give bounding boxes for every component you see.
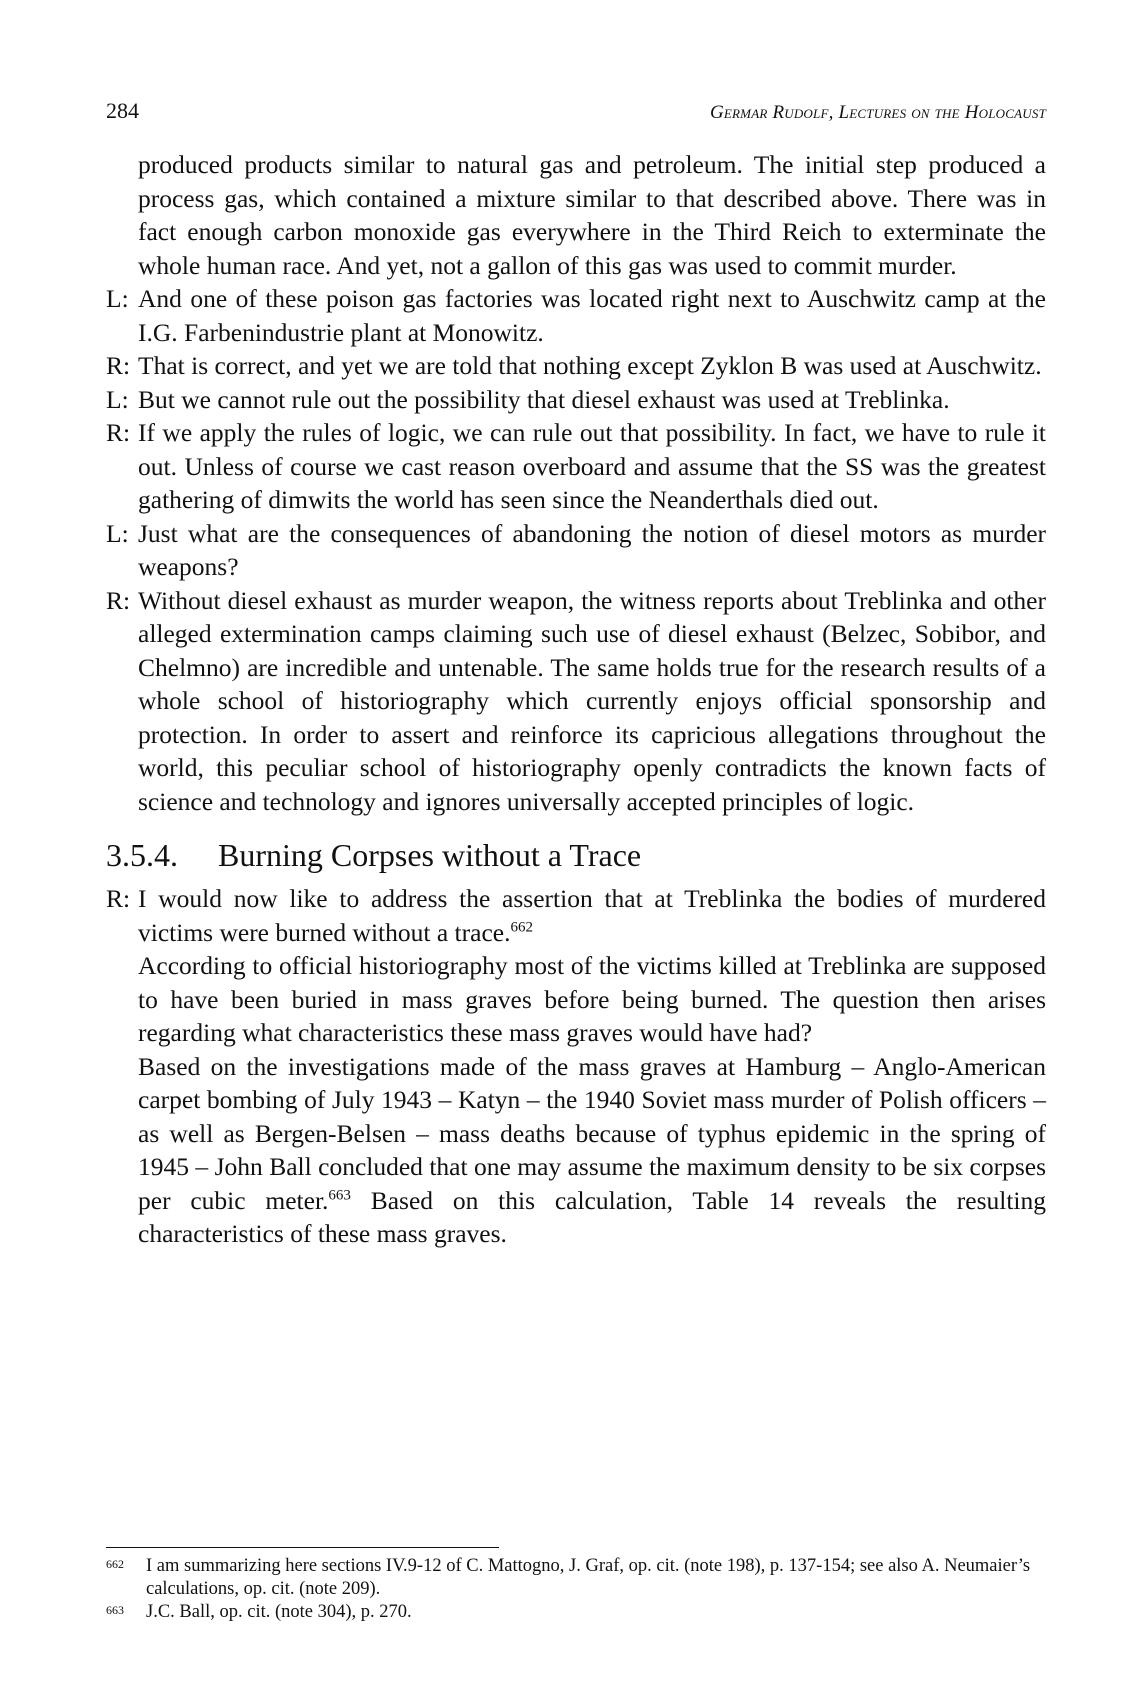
footnote [106,1555,1046,1601]
dialogue-entry [106,282,1046,349]
footnote-text: J.C. Ball, op. cit. (note 304), p. 270. [146,1602,412,1622]
dialogue-entry [106,882,1046,949]
dialogue-text: But we cannot rule out the possibility that diesel exhaust was used at Treblinka. [138,384,950,414]
body-paragraph [106,1050,1046,1251]
dialogue-text: And one of these poison gas factories was located right next to Auschwitz camp at the I.G. Farbenindustrie plant at Monowitz. [138,284,1046,347]
dialogue-entry [106,584,1046,819]
dialogue-entry [106,349,1046,383]
paragraph-text-run: Based on the investigations made of the mass graves at Hamburg – Anglo-American carpet bombing of July 1943 – Katyn – the 1940 Soviet mass murder of Polish officers – as well as Bergen-Belsen – mass deaths because of typhus epidemic in the spring of 1945 – John Ball concluded that one may assume the maximum density to be six corpses per cubic meter. [138,1051,1046,1215]
footnote-text: I am summarizing here sections IV.9-12 of C. Mattogno, J. Graf, op. cit. (note 198), p. 137-154; see also A. Neumaier’s calculations, op. cit. (note 209). [146,1556,1031,1599]
speaker-label: R: [106,418,131,447]
footnote [106,1601,1046,1624]
continuation-paragraph: produced products similar to natural gas and petroleum. The initial step produced a process gas, which contained a mixture similar to that described above. There was in fact enough carbon monoxide gas everywhere in the Third Reich to exterminate the whole human race. And yet, not a gallon of this gas was used to commit murder. [138,150,1046,280]
speaker-label: R: [106,351,131,380]
dialogue-entry [106,416,1046,517]
running-head: Germar Rudolf, Lectures on the Holocaust [709,102,1046,123]
section-heading [106,834,1046,876]
speaker-label: L: [106,284,129,313]
dialogue-entry [106,383,1046,417]
section-number: 3.5.4. [106,837,178,873]
footnote-reference[interactable]: 663 [328,1187,351,1203]
footnote-reference[interactable]: 662 [510,919,533,935]
dialogue-text: Just what are the consequences of abandoning the notion of diesel motors as murder weapons? [138,518,1046,581]
paragraph-text-run: Based on this calculation, Table 14 reveals the resulting characteristics of these mass graves. [138,1185,1046,1248]
body-paragraph: According to official historiography most of the victims killed at Treblinka are supposed to have been buried in mass graves before being burned. The question then arises regarding what characteristics these mass graves would have had? [138,951,1046,1047]
section-title: Burning Corpses without a Trace [218,837,642,873]
page-number: 284 [106,98,139,123]
dialogue-text: That is correct, and yet we are told that nothing except Zyklon B was used at Auschwitz. [138,351,1042,380]
dialogue-text-run: I would now like to address the assertion that at Treblinka the bodies of murdered victims were burned without a trace. [138,884,1046,947]
footnote-number: 663 [106,1603,124,1617]
speaker-label: R: [106,585,131,615]
footnote-number: 662 [106,1557,124,1571]
page-header [106,96,1046,130]
footnote-divider [106,1547,499,1548]
footnotes [106,1555,1046,1624]
dialogue-text [138,882,1046,949]
speaker-label: R: [106,884,131,913]
body-text [106,148,1046,1251]
dialogue-text: If we apply the rules of logic, we can rule out that possibility. In fact, we have to rule it out. Unless of course we cast reason overboard and assume that the SS was the greatest gathering of dimwits the world has seen since the Neanderthals died out. [138,418,1046,514]
speaker-label: L: [106,518,129,548]
dialogue-text: Without diesel exhaust as murder weapon, the witness reports about Treblinka and other alleged extermination camps claiming such use of diesel exhaust (Belzec, Sobibor, and Chelmno) are incredible and untenable. The same holds true for the research results of a whole school of historiography which currently enjoys official sponsorship and protection. In order to assert and reinforce its capricious allegations throughout the world, this peculiar school of historiography openly contradicts the known facts of science and technology and ignores universally accepted principles of logic. [138,585,1046,816]
speaker-label: L: [106,384,129,414]
dialogue-entry [106,517,1046,584]
